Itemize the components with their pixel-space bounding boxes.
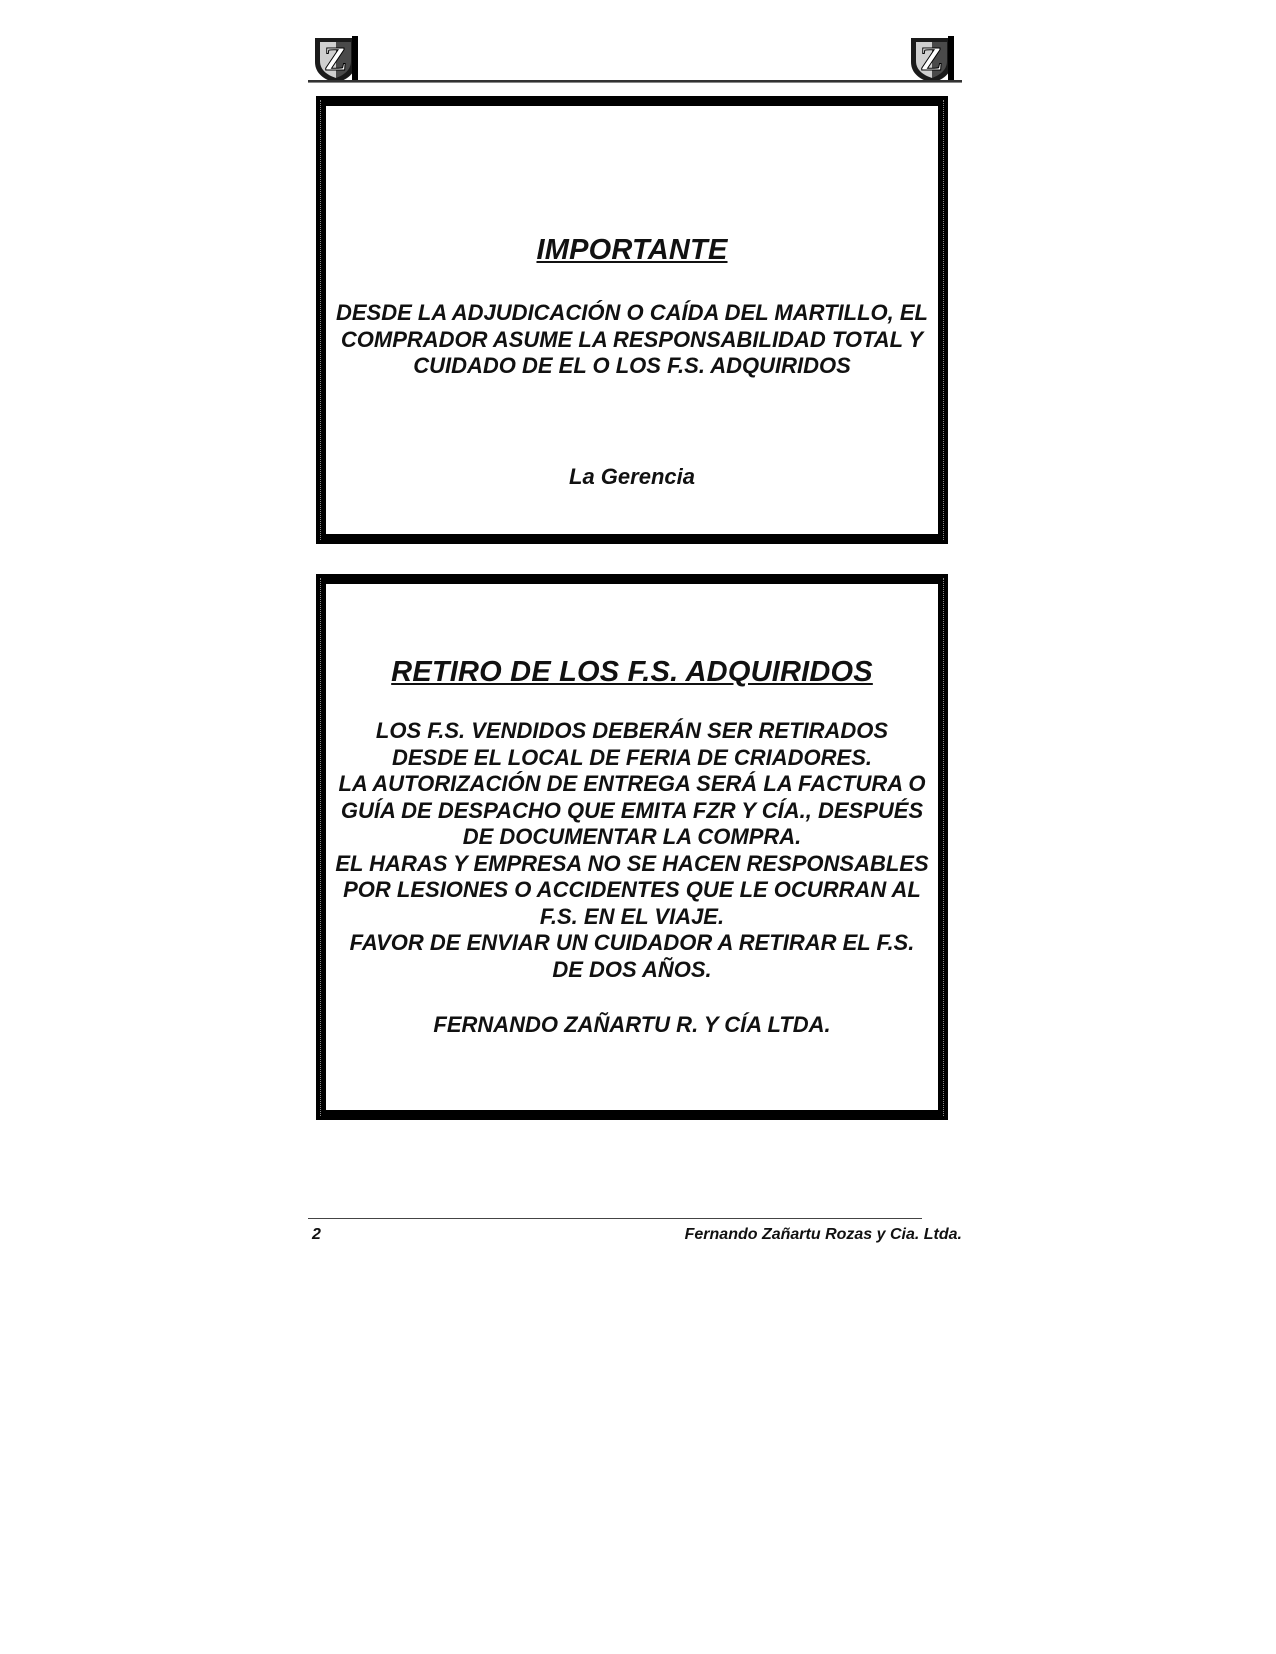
notice-line: FAVOR DE ENVIAR UN CUIDADOR A RETIRAR EL F.S. (349, 930, 915, 955)
notice-line: COMPRADOR ASUME LA RESPONSABILIDAD TOTAL Y (340, 326, 924, 352)
page-footer (308, 1212, 962, 1252)
page-number: 2 (312, 1226, 321, 1243)
notice-line: DESDE LA ADJUDICACIÓN O CAÍDA DEL MARTILLO, EL (336, 300, 928, 325)
footer-company-name: Fernando Zañartu Rozas y Cia. Ltda. (684, 1226, 962, 1243)
notice-box-retiro (316, 574, 948, 1120)
notice-signature: FERNANDO ZAÑARTU R. Y CÍA LTDA. (433, 1012, 831, 1037)
notice-title: RETIRO DE LOS F.S. ADQUIRIDOS (391, 656, 873, 688)
notice-signature: La Gerencia (569, 464, 695, 489)
page-header (308, 30, 962, 86)
logo-letter: Z (324, 41, 347, 78)
notice-body (328, 718, 936, 983)
notice-line: POR LESIONES O ACCIDENTES QUE LE OCURRAN AL (343, 877, 921, 902)
shield-logo-icon (908, 34, 958, 84)
header-divider (308, 80, 962, 83)
notice-line: DESDE EL LOCAL DE FERIA DE CRIADORES. (392, 744, 872, 770)
logo-letter: Z (920, 41, 943, 78)
notice-line: DE DOCUMENTAR LA COMPRA. (462, 824, 802, 849)
shield-logo-icon (312, 34, 362, 84)
notice-body (328, 300, 936, 380)
footer-divider (308, 1218, 922, 1219)
notice-line: GUÍA DE DESPACHO QUE EMITA FZR Y CÍA., DESPUÉS (340, 797, 924, 823)
notice-title: IMPORTANTE (536, 234, 728, 266)
notice-line: LA AUTORIZACIÓN DE ENTREGA SERÁ LA FACTURA O (338, 771, 926, 796)
notice-line: DE DOS AÑOS. (552, 956, 712, 982)
notice-line: LOS F.S. VENDIDOS DEBERÁN SER RETIRADOS (375, 718, 889, 743)
notice-line: EL HARAS Y EMPRESA NO SE HACEN RESPONSABLES (335, 850, 929, 876)
notice-box-important (316, 96, 948, 544)
notice-line: CUIDADO DE EL O LOS F.S. ADQUIRIDOS (413, 353, 851, 378)
notice-line: F.S. EN EL VIAJE. (539, 903, 725, 929)
